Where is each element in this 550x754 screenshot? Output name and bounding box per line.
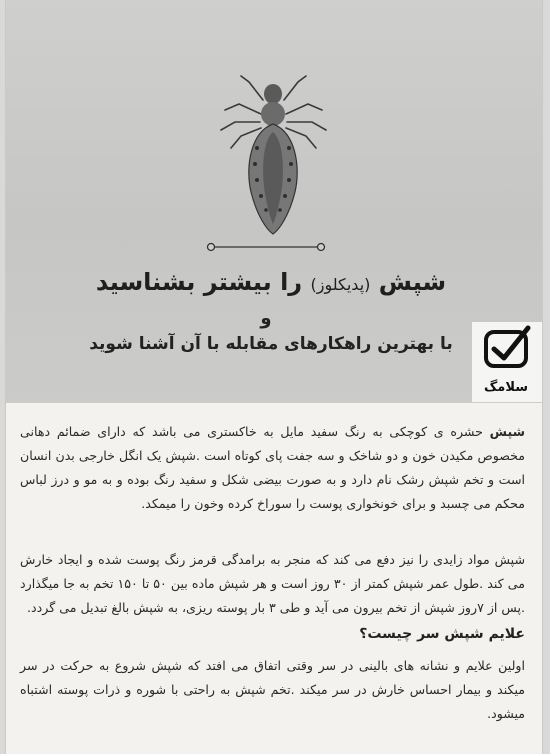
- paragraph-2: شپش مواد زایدی را نیز دفع می کند که منجر به برامدگی قرمز رنگ پوست شده و ایجاد خارش می کند .طول عمر شپش کمتر از ۳۰ روز است و هر شپش ماده بین ۵۰ تا ۱۵۰ تخم به جا میگذارد .پس از ۷روز شپش از تخم بیرون می آید و طی ۳ بار پوسته ریزی، به شپش بالغ تبدیل می گردد.: [20, 552, 525, 615]
- title-conjunction: و: [260, 308, 272, 329]
- paragraph-keyword: شپش: [489, 424, 525, 439]
- paragraph-1: [20, 420, 525, 516]
- decorative-connector: [206, 242, 326, 252]
- paragraph-1-text: حشره ی کوچکی به رنگ سفید مایل به خاکستری می باشد که دارای ضمائم دهانی مخصوص مکیدن خون و دو شاخک و سه جفت پای کوتاه است .شپش یک انگل خارجی بدن انسان است و تخم شپش رشک نام دارد و به صورت بیضی شکل و سفید رنگ بوده و به مو و درز لباس محکم می چسبد و برای خونخواری پوست را سوراخ کرده وخون را میمکد.: [20, 424, 525, 511]
- paragraph-3: اولین علایم و نشانه های بالینی در سر وقتی اتفاق می افتد که شپش شروع به حرکت در سر میکند و بیمار احساس خارش در سر میکند .تخم شپش به راحتی با شوره و ذرات پوسته اشتباه میشود.: [20, 658, 525, 721]
- title-paren: (پدیکلوز): [310, 275, 371, 294]
- title-rest: را بیشتر بشناسید: [95, 268, 303, 296]
- header-banner: [6, 0, 542, 403]
- page-title: [61, 268, 481, 296]
- louse-illustration: [211, 70, 336, 240]
- page-subtitle: با بهترین راهکارهای مقابله با آن آشنا شوید: [89, 334, 453, 354]
- title-word: شپش: [378, 268, 447, 296]
- section-heading: علایم شپش سر چیست؟: [359, 626, 525, 642]
- logo-text: سلامگ: [483, 380, 528, 395]
- document-page: [6, 0, 542, 754]
